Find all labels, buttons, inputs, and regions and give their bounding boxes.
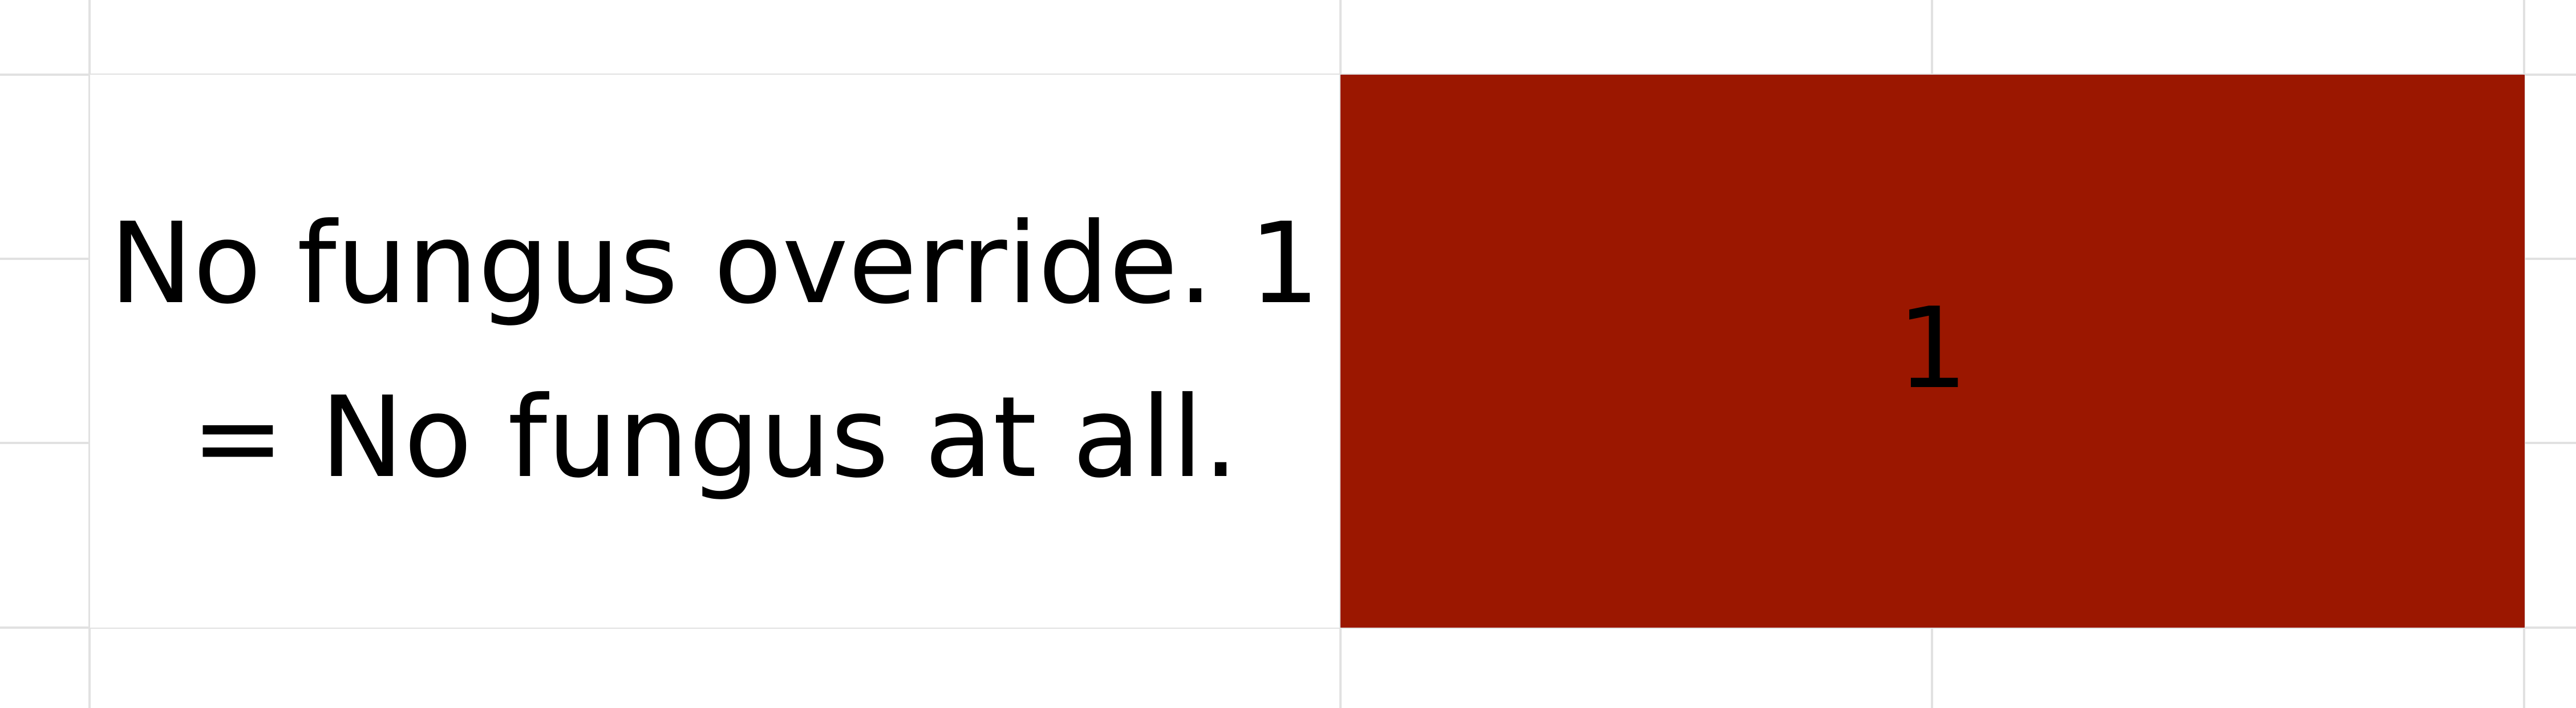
label-cell-text: No fungus override. 1 = No fungus at all. [109,199,1321,503]
merged-label-cell[interactable] [90,75,1339,628]
merged-value-cell[interactable] [1340,75,2525,628]
row-gridline [2525,442,2576,444]
row-gridline [0,442,90,444]
row-gridline [0,258,90,260]
row-gridline [2525,258,2576,260]
value-cell-text: 1 [1897,284,1969,414]
